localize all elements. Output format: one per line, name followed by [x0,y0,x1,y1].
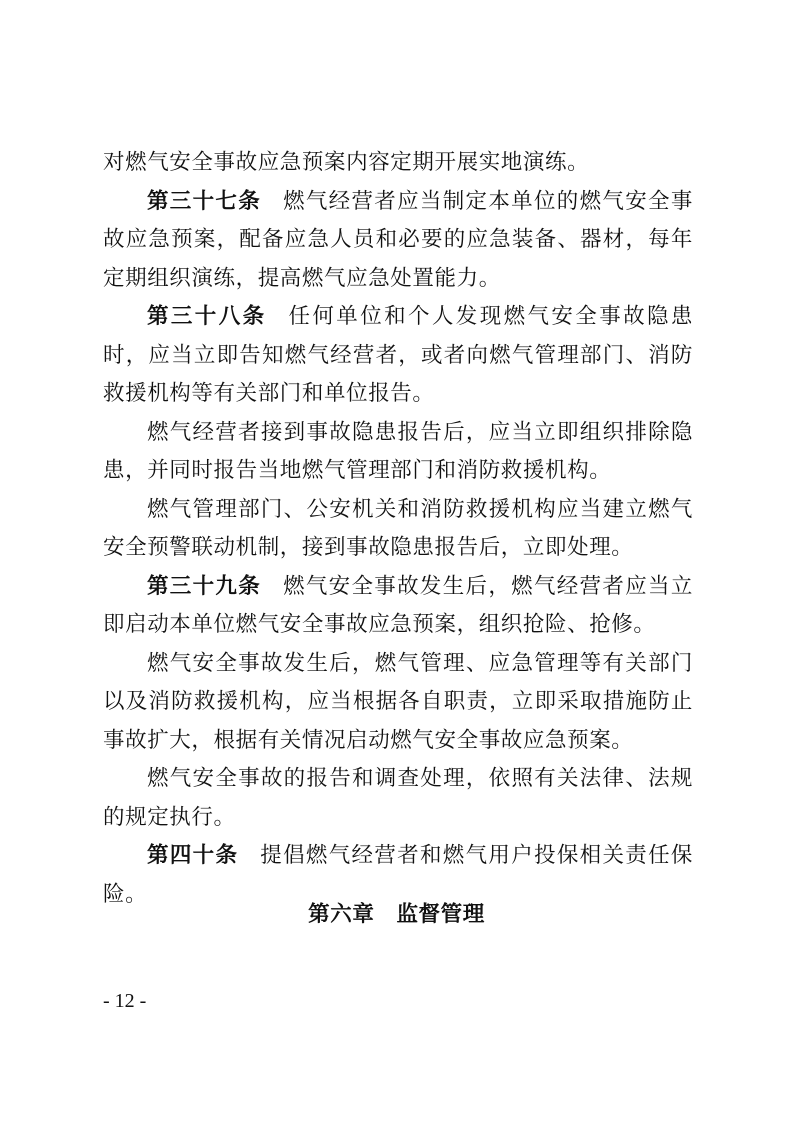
article-number: 第三十九条 [147,573,262,599]
paragraph-text: 提倡燃气经营者和燃气用户投保相关责任保险。 [103,843,694,907]
article-38 [103,298,693,414]
chapter-title: 监督管理 [396,902,485,927]
paragraph-text: 燃气安全事故发生后，燃气经营者应当立即启动本单位燃气安全事故应急预案，组织抢险、抢修。 [103,573,693,637]
paragraph [103,414,693,491]
paragraph-text: 燃气经营者接到事故隐患报告后，应当立即组织排除隐患，并同时报告当地燃气管理部门和消防救援机构。 [103,419,693,483]
paragraph-continuation [103,144,693,183]
document-body [103,144,693,914]
paragraph-text: 燃气安全事故的报告和调查处理，依照有关法律、法规的规定执行。 [103,766,693,830]
page-number: - 12 - [103,990,147,1012]
article-39 [103,568,693,645]
paragraph-text: 燃气安全事故发生后，燃气管理、应急管理等有关部门以及消防救援机构，应当根据各自职责，立即采取措施防止事故扩大，根据有关情况启动燃气安全事故应急预案。 [103,650,693,753]
paragraph [103,760,693,837]
paragraph-text: 任何单位和个人发现燃气安全事故隐患时，应当立即告知燃气经营者，或者向燃气管理部门、消防救援机构等有关部门和单位报告。 [103,304,693,406]
paragraph [103,491,693,568]
article-number: 第三十七条 [147,188,262,214]
chapter-heading [0,897,793,928]
paragraph-text: 燃气经营者应当制定本单位的燃气安全事故应急预案，配备应急人员和必要的应急装备、器材，每年定期组织演练，提高燃气应急处置能力。 [103,188,693,291]
paragraph [103,645,693,761]
article-number: 第三十八条 [147,304,267,329]
paragraph-text: 燃气管理部门、公安机关和消防救援机构应当建立燃气安全预警联动机制，接到事故隐患报告后，立即处理。 [103,496,693,560]
article-37 [103,183,693,299]
paragraph-text: 对燃气安全事故应急预案内容定期开展实地演练。 [103,150,590,175]
article-number: 第四十条 [147,843,239,868]
chapter-number: 第六章 [308,902,375,927]
